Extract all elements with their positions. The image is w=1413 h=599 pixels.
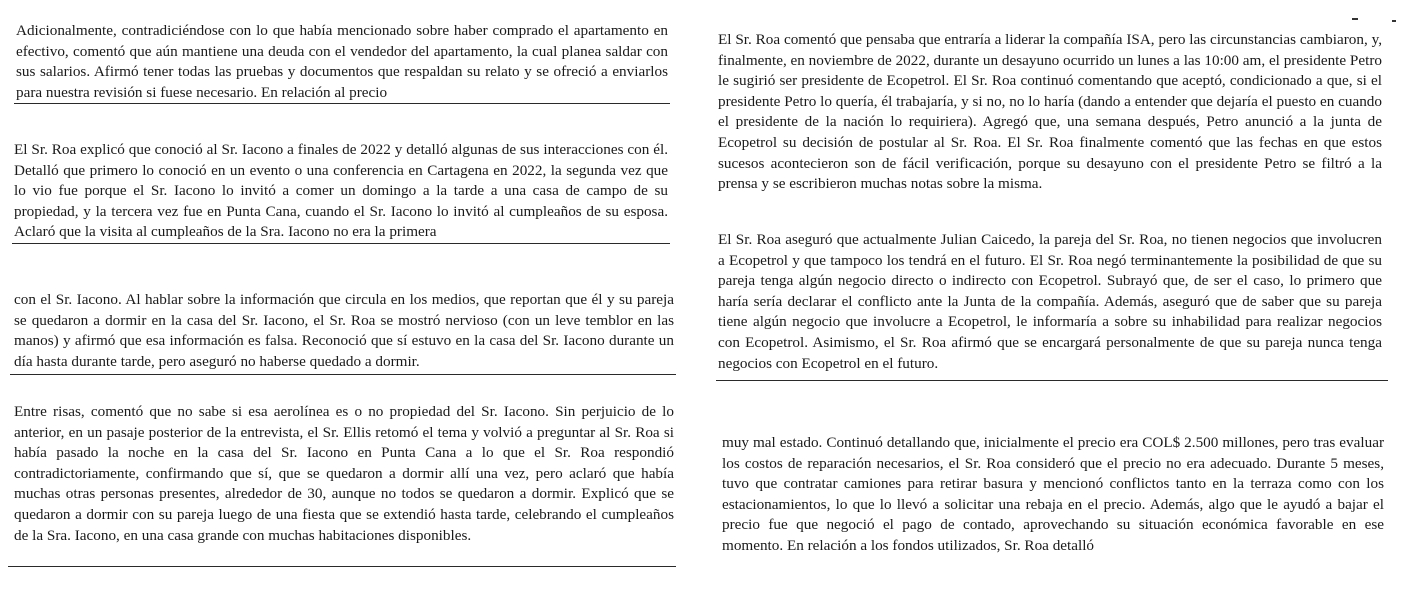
clip-divider — [8, 566, 676, 567]
clip-divider — [14, 103, 670, 104]
document-clip-iacono-meetings — [14, 140, 668, 243]
document-clip-ecopetrol-appointment — [718, 30, 1382, 216]
clip-paragraph: El Sr. Roa explicó que conoció al Sr. Iacono a finales de 2022 y detalló algunas de sus interacciones con él. Detalló que primero lo conoció en un evento o una conferencia en Cartagena en 2022, la segunda vez que lo vio fue porque el Sr. Iacono lo invitó a comer un domingo a la tarde a una casa de campo de su propiedad, y la tercera vez fue en Punta Cana, cuando el Sr. Iacono lo invitó al cumpleaños de su esposa. Aclaró que la visita al cumpleaños de la Sra. Iacono no era la primera — [14, 141, 668, 241]
clip-paragraph: con el Sr. Iacono. Al hablar sobre la información que circula en los medios, que reportan que él y su pareja se quedaron a dormir en la casa del Sr. Iacono, el Sr. Roa se mostró nervioso (con un leve temblor en las manos) y afirmó que esa información es falsa. Reconoció que sí estuvo en la casa del Sr. Iacono durante un día hasta durante tarde, pero aseguró no haberse quedado a dormir. — [14, 291, 674, 370]
clip-divider — [12, 243, 670, 244]
document-clip-apartment-price — [722, 433, 1384, 557]
document-clip-partner-business — [718, 230, 1382, 376]
document-clip-media-reports — [14, 290, 674, 372]
clip-paragraph: muy mal estado. Continuó detallando que, inicialmente el precio era COL$ 2.500 millones, pero tras evaluar los costos de reparación necesarios, el Sr. Roa consideró que el precio no era adecuado. Durante 5 meses, tuvo que contratar camiones para retirar basura y mencionó conflictos tanto en la terraza como con los estacionamientos, lo que lo llevó a solicitar una rebaja en el precio. Además, algo que le ayudó a bajar el precio fue que negoció el pago de contado, aprovechando su situación económica favorable en ese momento. En relación a los fondos utilizados, Sr. Roa detalló — [722, 434, 1384, 554]
clip-divider — [10, 374, 676, 375]
clip-paragraph: El Sr. Roa aseguró que actualmente Julian Caicedo, la pareja del Sr. Roa, no tienen negocios que involucren a Ecopetrol y que tampoco los tendrá en el futuro. El Sr. Roa negó terminantemente la posibilidad de que su pareja tenga algún negocio directo o indirecto con Ecopetrol. Subrayó que, de ser el caso, lo primero que haría sería declarar el conflicto ante la Junta de la compañía. Además, aseguró que de saber que su pareja tiene algún negocio que involucre a Ecopetrol, le informaría a sobre su inhabilidad para realizar negocios con Ecopetrol. Asimismo, el Sr. Roa afirmó que se encargará personalmente de que su pareja nunca tenga negocios con Ecopetrol en el futuro. — [718, 231, 1382, 372]
scan-speck — [1392, 20, 1396, 22]
clip-paragraph: Entre risas, comentó que no sabe si esa aerolínea es o no propiedad del Sr. Iacono. Sin perjuicio de lo anterior, en un pasaje posterior de la entrevista, el Sr. Ellis retomó el tema y volvió a preguntar al Sr. Roa si había pasado la noche en la casa del Sr. Iacono en Punta Cana a lo que el Sr. Roa respondió contradictoriamente, confirmando que sí, que se quedaron a dormir allí una vez, pero aclaró que había muchas otras personas presentes, alrededor de 30, aunque no todos se quedaron a dormir. Explicó que se quedaron a dormir con su pareja luego de una fiesta que se extendió hasta tarde, celebrando el cumpleaños de la Sra. Iacono, en una casa grande con muchas habitaciones disponibles. — [14, 403, 674, 544]
clip-paragraph: Adicionalmente, contradiciéndose con lo que había mencionado sobre haber comprado el apartamento en efectivo, comentó que aún mantiene una deuda con el vendedor del apartamento, la cual planea saldar con sus salarios. Afirmó tener todas las pruebas y documentos que respaldan su relato y se ofreció a enviarlos para nuestra revisión si fuese necesario. En relación al precio — [16, 22, 668, 101]
clip-divider — [716, 380, 1388, 381]
scan-speck — [1352, 18, 1358, 20]
document-clip-punta-cana-stay — [14, 402, 674, 566]
clip-paragraph: El Sr. Roa comentó que pensaba que entraría a liderar la compañía ISA, pero las circunstancias cambiaron, y, finalmente, en noviembre de 2022, durante un desayuno ocurrido un lunes a las 10:00 am, el presidente Petro le sugirió ser presidente de Ecopetrol. El Sr. Roa continuó comentando que aceptó, condicionado a que, si el presidente Petro lo quería, él trabajaría, y si no, no lo haría (dando a entender que dejaría el puesto en cuando el presidente de la nación lo requiriera). Agregó que, una semana después, Petro anunció a la junta de Ecopetrol su decisión de postular al Sr. Roa. El Sr. Roa finalmente comentó que las fechas en que estos sucesos acontecieron son de fácil verificación, porque su desayuno con el presidente Petro se filtró a la prensa y se escribieron muchas notas sobre la misma. — [718, 31, 1382, 193]
document-clip-apartment-debt — [16, 21, 668, 103]
